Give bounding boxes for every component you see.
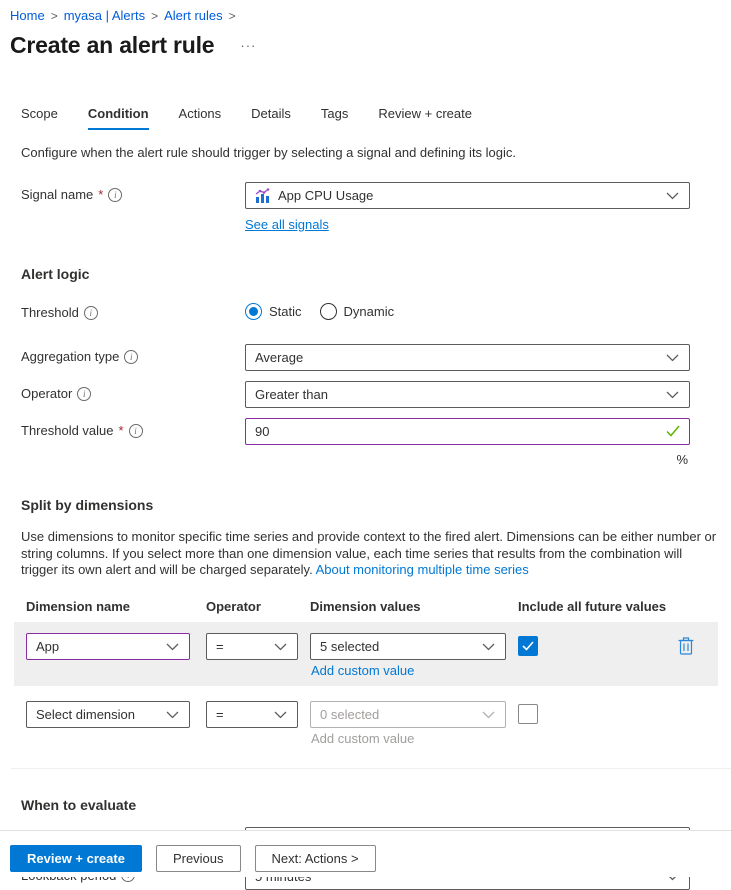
wizard-footer [0, 830, 731, 877]
more-options-icon[interactable]: ··· [240, 38, 257, 53]
chevron-down-icon [482, 643, 495, 651]
breadcrumb [10, 8, 721, 23]
col-dimension-values: Dimension values [310, 598, 421, 614]
dimension-name-select[interactable]: Select dimension [26, 701, 190, 728]
threshold-value-input[interactable] [245, 418, 690, 445]
tab-actions[interactable]: Actions [178, 106, 222, 121]
dimension-operator-select[interactable]: = [206, 701, 298, 728]
tab-tags[interactable]: Tags [320, 106, 349, 121]
valid-check-icon [666, 425, 680, 437]
info-icon[interactable]: i [124, 350, 138, 364]
when-to-evaluate-heading: When to evaluate [21, 796, 137, 813]
info-icon[interactable]: i [108, 188, 122, 202]
section-divider [11, 768, 731, 769]
aggregation-type-select[interactable]: Average [245, 344, 690, 371]
radio-dynamic-label: Dynamic [343, 304, 395, 319]
info-icon[interactable]: i [84, 306, 98, 320]
page-title: Create an alert rule [10, 32, 215, 58]
breadcrumb-separator: > [228, 8, 236, 23]
trash-icon [678, 636, 694, 655]
breadcrumb-myasa-alerts[interactable]: myasa | Alerts [63, 8, 146, 23]
threshold-radio-group [245, 300, 690, 320]
breadcrumb-separator: > [50, 8, 58, 23]
split-description: Use dimensions to monitor specific time series and provide context to the fired alert. Dimensions can be either number or string columns. If you select more than one dimension value, each time series that results from the combination will trigger its own alert and will be charged separately. About monitoring multiple time series [21, 529, 717, 577]
tab-details[interactable]: Details [251, 106, 291, 121]
chevron-down-icon [274, 643, 287, 651]
signal-name-select[interactable] [245, 182, 690, 209]
radio-dynamic[interactable] [320, 303, 395, 320]
chevron-down-icon [666, 192, 679, 200]
radio-static-label: Static [269, 304, 302, 319]
chevron-down-icon [482, 711, 495, 719]
breadcrumb-home[interactable]: Home [10, 8, 45, 23]
operator-select[interactable]: Greater than [245, 381, 690, 408]
radio-static-circle [245, 303, 262, 320]
chevron-down-icon [166, 711, 179, 719]
chevron-down-icon [666, 391, 679, 399]
col-operator: Operator [206, 598, 261, 614]
required-marker: * [118, 423, 124, 438]
split-by-dimensions-heading: Split by dimensions [21, 497, 154, 513]
aggregation-type-label: Aggregation type i [21, 344, 245, 364]
previous-button[interactable]: Previous [156, 845, 241, 872]
threshold-value-text: 90 [255, 424, 270, 439]
about-monitoring-link[interactable]: About monitoring multiple time series [315, 562, 529, 577]
dimension-values-select[interactable]: 5 selected [310, 633, 506, 660]
include-future-checkbox[interactable] [518, 704, 538, 724]
alert-logic-heading: Alert logic [21, 266, 90, 282]
delete-row-button[interactable] [678, 636, 706, 658]
next-actions-button[interactable]: Next: Actions > [255, 845, 376, 872]
chevron-down-icon [274, 711, 287, 719]
dimension-operator-select[interactable]: = [206, 633, 298, 660]
dimension-row [14, 622, 718, 686]
add-custom-value-link[interactable]: Add custom value [311, 662, 415, 678]
signal-name-value: App CPU Usage [278, 188, 374, 203]
wizard-tabs [21, 106, 721, 130]
info-icon[interactable]: i [77, 387, 91, 401]
dimension-values-select: 0 selected [310, 701, 506, 728]
required-marker: * [98, 187, 104, 202]
col-include-future: Include all future values [518, 598, 667, 614]
chevron-down-icon [666, 354, 679, 362]
add-custom-value-link: Add custom value [311, 730, 415, 746]
review-create-button[interactable]: Review + create [10, 845, 142, 872]
tab-review-create[interactable]: Review + create [378, 106, 472, 121]
threshold-value-label: Threshold value * i [21, 418, 245, 438]
checkmark-icon [522, 641, 534, 651]
radio-static[interactable] [245, 303, 302, 320]
metric-signal-icon [255, 188, 271, 204]
dimension-row [14, 690, 718, 754]
radio-dynamic-circle [320, 303, 337, 320]
dimensions-table-header [14, 599, 721, 614]
operator-label: Operator i [21, 381, 245, 401]
tab-condition[interactable]: Condition [88, 106, 149, 130]
threshold-label: Threshold i [21, 300, 245, 320]
signal-name-label: Signal name * i [21, 182, 245, 202]
tab-scope[interactable]: Scope [21, 106, 58, 121]
include-future-checkbox[interactable] [518, 636, 538, 656]
col-dimension-name: Dimension name [26, 598, 131, 614]
breadcrumb-alert-rules[interactable]: Alert rules [164, 8, 223, 23]
dimension-name-select[interactable]: App [26, 633, 190, 660]
see-all-signals-link[interactable]: See all signals [245, 217, 329, 232]
info-icon[interactable]: i [129, 424, 143, 438]
chevron-down-icon [166, 643, 179, 651]
condition-intro-text: Configure when the alert rule should trigger by selecting a signal and defining its logic. [21, 145, 517, 160]
breadcrumb-separator: > [151, 8, 159, 23]
threshold-unit: % [676, 452, 688, 467]
